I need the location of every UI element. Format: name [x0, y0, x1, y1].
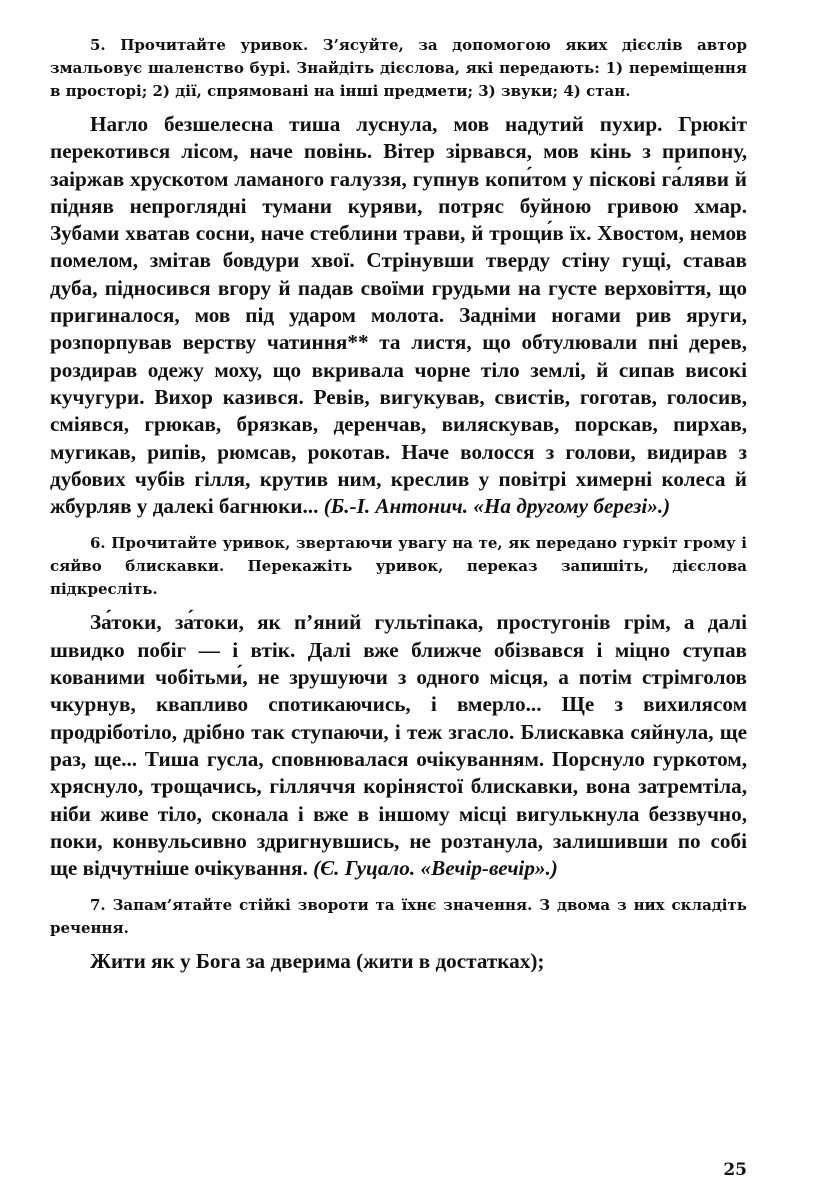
exercise-7-idiom [50, 948, 747, 975]
exercise-7-instruction-text: Запам’ятайте стійкі звороти та їхнє значення. З двома з них складіть речення. [50, 896, 747, 938]
exercise-6-citation: (Є. Гуцало. «Вечір-вечір».) [313, 856, 558, 881]
exercise-6-passage-text: За́токи, за́токи, як п’яний гультіпака, простугонів грім, а далі швидко побіг — і втік. Далі вже ближче обізвався і міцно ступав кованими чобітьми́, не зрушуючи з одного місця, а потім стрімголов чкурнув, квапливо спотикаючись, і вмерло... Ще з вихилясом продріботіло, дрібно так ступаючи, і теж згасло. Блискавка сяйнула, ще раз, ще... Тиша гусла, сповнювалася очікуванням. Порснуло гуркотом, хряснуло, трощачись, гілляччя корінястої блискавки, вона затремтіла, ніби живе тіло, сконала і вже в іншому місці вигулькнула беззвучно, поки, конвульсивно здригнувшись, не розтанула, залишивши по собі ще відчутніше очікування. [50, 610, 747, 881]
exercise-6-instruction-text: Прочитайте уривок, звертаючи увагу на те, як передано гуркіт грому і сяйво блискавки. Перекажіть уривок, переказ запишіть, дієслова підкресліть. [50, 534, 747, 599]
exercise-5-number: 5. [90, 36, 106, 54]
exercise-5-instruction-text: Прочитайте уривок. З’ясуйте, за допомогою яких дієслів автор змальовує шаленство бурі. Знайдіть дієслова, які передають: 1) переміщення в просторі; 2) дії, спрямовані на інші предмети; 3) звуки; 4) стан. [50, 36, 747, 100]
exercise-5-passage [50, 111, 747, 520]
exercise-6-passage [50, 609, 747, 882]
exercise-7-idiom-text: Жити як у Бога за дверима (жити в достатках); [90, 949, 545, 974]
exercise-7-number: 7. [90, 896, 106, 915]
exercise-6-instruction [50, 532, 747, 601]
exercise-5-passage-text: Нагло безшелесна тиша луснула, мов надутий пухир. Грюкіт перекотився лісом, наче повінь. Вітер зірвався, мов кінь з припону, заіржав хрускотом ламаного галуззя, гупнув копи́том у піскові га́ляви й підняв непроглядні тумани куряви, потряс буйною гривою хмар. Зубами хватав сосни, наче стеблини трави, й трощи́в їх. Хвостом, немов помелом, змітав бовдури хвої. Стрінувши тверду стіну гущі, ставав дуба, підносився вгору й падав своїми грудьми на густе верховіття, що пригиналося, мов під ударом молота. Задніми ногами рив яруги, розпорпував верству чатиння** та листя, що обтулювали пні дерев, роздирав одежу моху, що вкривала чорне тіло землі, й сипав високі кучугури. Вихор казився. Ревів, вигукував, свистів, гоготав, голосив, сміявся, грюкав, брязкав, деренчав, виляскував, порскав, пирхав, мугикав, рипів, рюмсав, рокотав. Наче волосся з голови, видирав з дубових чубів гілля, крутив ним, креслив у повітрі химерні колеса й жбурляв у далекі багнюки... [50, 112, 747, 519]
exercise-5-instruction [50, 34, 747, 103]
exercise-7-instruction [50, 894, 747, 940]
exercise-6-number: 6. [90, 534, 106, 553]
page-number: 25 [723, 1160, 747, 1180]
exercise-5-citation: (Б.-І. Антонич. «На другому березі».) [323, 494, 671, 519]
